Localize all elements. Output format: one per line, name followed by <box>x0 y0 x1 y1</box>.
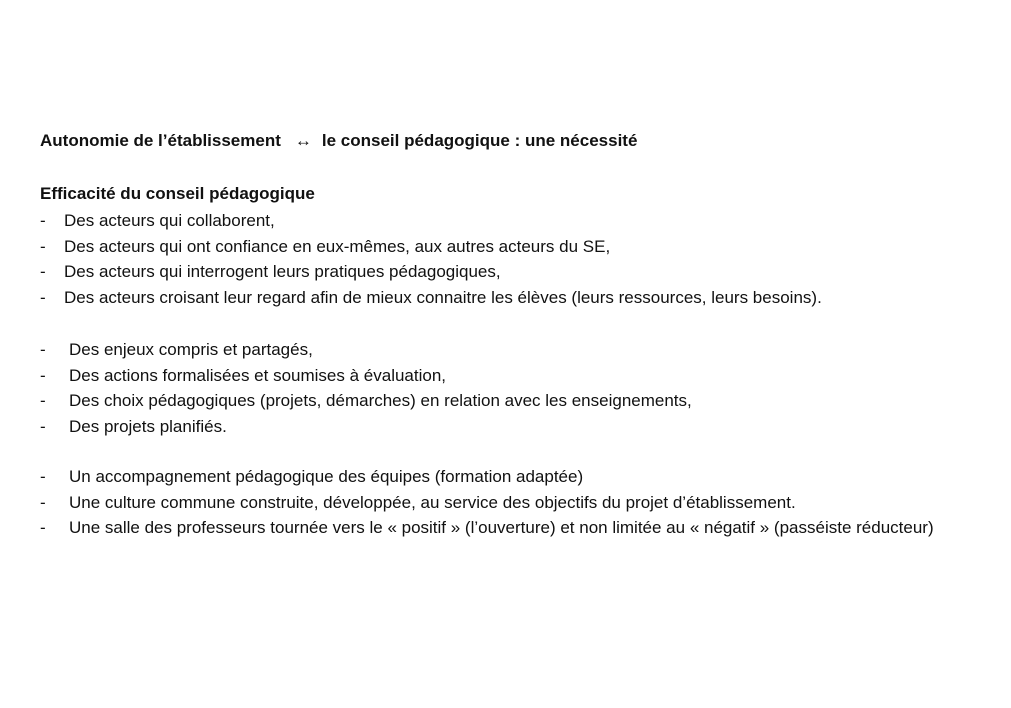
list-item <box>40 208 822 234</box>
list-item <box>40 490 981 516</box>
bullet-dash: - <box>40 262 46 281</box>
list-item <box>40 285 822 311</box>
bullet-dash: - <box>40 287 46 307</box>
bullet-dash: - <box>40 365 46 385</box>
document-title <box>40 129 637 153</box>
list-item <box>40 234 822 260</box>
title-right-text: le conseil pédagogique : une nécessité <box>321 131 638 150</box>
title-left-text: Autonomie de l’établissement <box>40 131 281 150</box>
bullet-dash: - <box>40 391 46 410</box>
section-heading: Efficacité du conseil pédagogique <box>40 184 315 203</box>
bullet-dash: - <box>40 492 46 512</box>
list-item <box>40 259 822 285</box>
list-item-text: Des choix pédagogiques (projets, démarches) en relation avec les enseignements, <box>69 391 692 410</box>
support-list <box>40 464 981 541</box>
bullet-dash: - <box>40 518 46 537</box>
issues-list <box>40 337 692 439</box>
bullet-dash: - <box>40 211 46 230</box>
bullet-dash: - <box>40 416 46 436</box>
list-item-text: Des actions formalisées et soumises à évaluation, <box>69 365 447 385</box>
bullet-dash: - <box>40 236 46 256</box>
list-item <box>40 363 692 389</box>
list-item-text: Des acteurs croisant leur regard afin de mieux connaitre les élèves (leurs ressources, leurs besoins). <box>64 287 822 307</box>
list-item <box>40 464 981 490</box>
list-item-text: Des projets planifiés. <box>69 416 227 436</box>
bullet-dash: - <box>40 340 46 359</box>
list-item <box>40 388 692 414</box>
list-item <box>40 414 692 440</box>
list-item-text: Des acteurs qui interrogent leurs pratiques pédagogiques, <box>64 262 501 281</box>
list-item-text: Des acteurs qui ont confiance en eux-mêmes, aux autres acteurs du SE, <box>64 236 611 256</box>
list-item-text: Un accompagnement pédagogique des équipes (formation adaptée) <box>69 467 584 486</box>
bullet-dash: - <box>40 467 46 486</box>
list-item-text: Une culture commune construite, développée, au service des objectifs du projet d’établissement. <box>69 492 796 512</box>
list-item <box>40 337 692 363</box>
actors-list <box>40 208 822 310</box>
list-item-text: Des acteurs qui collaborent, <box>64 211 275 230</box>
list-item-text: Une salle des professeurs tournée vers le « positif » (l’ouverture) et non limitée au « négatif » (passéiste réducteur) <box>69 518 934 537</box>
list-item-text: Des enjeux compris et partagés, <box>69 340 313 359</box>
double-arrow-icon: ↔ <box>294 131 312 150</box>
list-item <box>40 515 981 541</box>
